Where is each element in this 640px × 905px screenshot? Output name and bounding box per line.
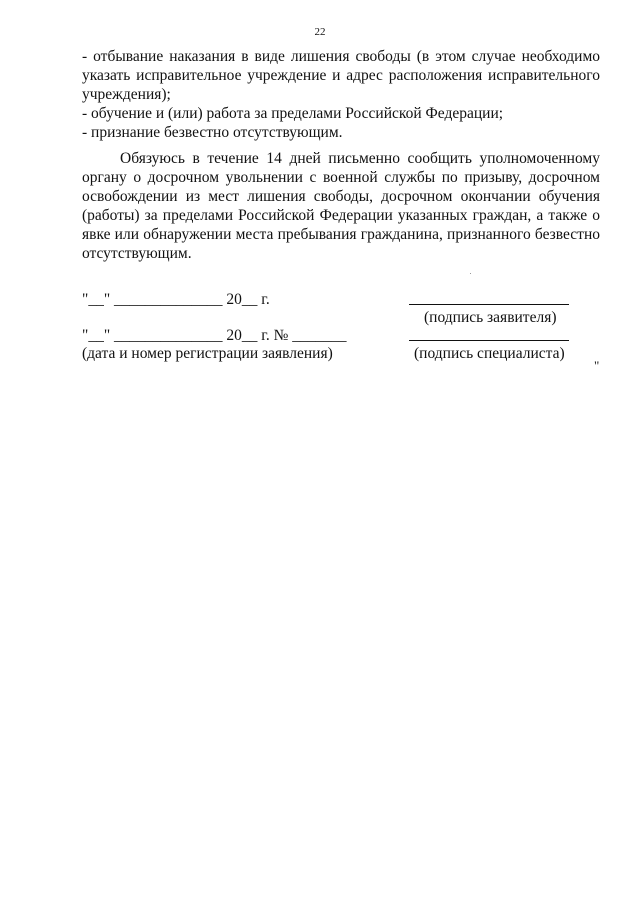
closing-quote: "	[594, 358, 600, 373]
specialist-signature-caption: (подпись специалиста)	[414, 345, 565, 362]
applicant-signature-caption: (подпись заявителя)	[424, 309, 557, 326]
scan-speck	[470, 273, 471, 274]
conditions-list	[82, 47, 600, 142]
specialist-signature-line	[409, 340, 569, 341]
list-item: - отбывание наказания в виде лишения свободы (в этом случае необходимо указать исправительное учреждение и адрес расположения исправительного учреждения);	[82, 48, 600, 103]
date-registration-caption: (дата и номер регистрации заявления)	[82, 345, 333, 362]
list-item: - обучение и (или) работа за пределами Российской Федерации;	[82, 105, 504, 122]
date-line-1: "__" ______________ 20__ г.	[82, 291, 270, 308]
obligation-paragraph: Обязуюсь в течение 14 дней письменно сообщить уполномоченному органу о досрочном увольнении с военной службы по призыву, досрочном освобождении из мест лишения свободы, досрочном окончании обучения (работы) за пределами Российской Федерации указанных граждан, а также о явке или обнаружении места пребывания гражданина, признанного безвестно отсутствующим.	[82, 150, 600, 262]
page-number: 22	[314, 26, 326, 38]
applicant-signature-line	[409, 304, 569, 305]
date-line-2: "__" ______________ 20__ г. № _______	[82, 327, 347, 344]
list-item: - признание безвестно отсутствующим.	[82, 124, 343, 141]
